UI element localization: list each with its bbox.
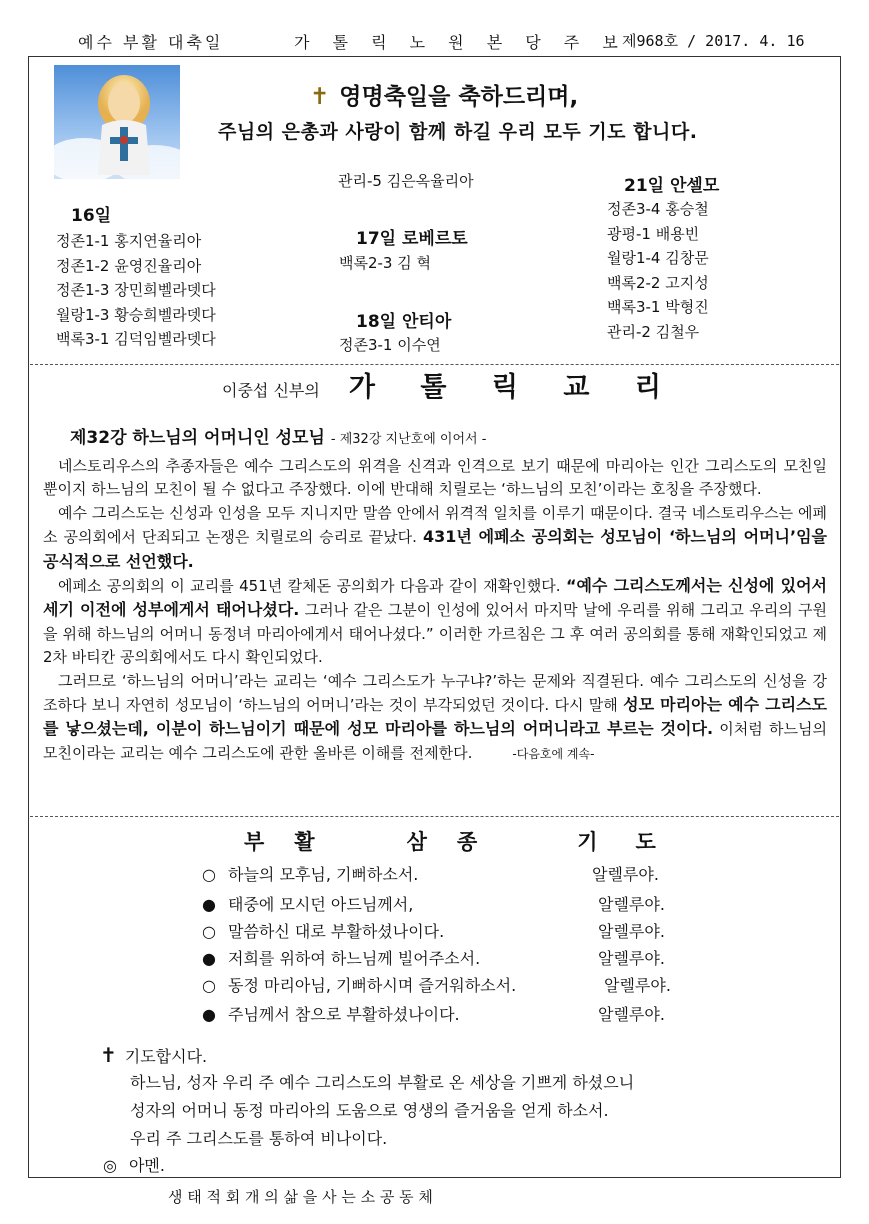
prayer-response: 알렐루야. <box>598 1005 665 1024</box>
resurrection-image <box>54 65 180 179</box>
filled-circle-icon: ● <box>202 949 216 968</box>
feast-name: 정존1-1 홍지연율리아 <box>56 232 202 250</box>
prayer-row <box>202 946 480 969</box>
amen-text: 아멘. <box>128 1156 165 1175</box>
lecture-title <box>70 423 486 448</box>
title-char: 도 <box>635 830 656 854</box>
double-circle-icon: ◎ <box>103 1156 117 1175</box>
closing-line: 하느님, 성자 우리 주 예수 그리스도의 부활로 온 세상을 기쁘게 하셨으니 <box>130 1073 635 1092</box>
header-bulletin-title: 가 톨 릭 노 원 본 당 주 보 <box>294 33 627 52</box>
header-feast-name: 예수 부활 대축일 <box>78 33 224 52</box>
text-run: 에페소 공의회의 이 교리를 451년 칼체돈 공의회가 다음과 같이 재확인했다. <box>58 577 566 596</box>
emphasis: 431년 에페소 공의회는 성모님이 ‘하느님의 어머니’임을 공식적으로 선언했다. <box>43 527 828 571</box>
prayer-verse: 하늘의 모후님, 기뻐하소서. <box>228 865 419 884</box>
hollow-circle-icon: ○ <box>202 976 216 995</box>
prayer-verse: 주님께서 참으로 부활하셨나이다. <box>228 1005 460 1024</box>
closing-intro-text: 기도합시다. <box>124 1047 208 1066</box>
closing-intro <box>100 1043 207 1067</box>
title-char: 활 <box>294 830 315 854</box>
header-issue-date: 제968호 / 2017. 4. 16 <box>622 32 805 50</box>
emphasis: 성모 마리아는 예수 그리스도를 낳으셨는데, 이분이 하느님이기 때문에 성모 마리아를 하느님의 어머니라고 부르는 것이다. <box>43 695 827 739</box>
feast-day-16: 16일 <box>71 206 112 226</box>
prayer-verse: 태중에 모시던 아드님께서, <box>228 895 414 914</box>
text-run: 그러므로 ‘하느님의 어머니’라는 교리는 ‘예수 그리스도가 누구냐?’하는 문제와 직결된다. 예수 그리스도의 신성을 강조하다 보니 자연히 성모님이 ‘하느님의 어머니’라는 것이 부각되었던 것이다. 다시 말해 <box>43 671 827 715</box>
teaching-body <box>43 455 827 766</box>
feast-list-21 <box>607 197 709 344</box>
feast-name: 정존3-4 홍승철 <box>607 200 709 218</box>
closing-line: 성자의 어머니 동정 마리아의 도움으로 영생의 즐거움을 얻게 하소서. <box>130 1101 609 1120</box>
amen-line <box>103 1153 165 1176</box>
feast-name: 백록2-3 김 혁 <box>339 254 431 272</box>
plus-cross-icon: ✝ <box>100 1043 117 1067</box>
feast-name: 정존1-3 장민희벨라뎃다 <box>56 281 216 299</box>
greeting-title <box>310 78 578 111</box>
greeting-subtitle: 주님의 은총과 사랑이 함께 하길 우리 모두 기도 합니다. <box>218 121 698 143</box>
prayer-verse: 저희를 위하여 하느님께 빌어주소서. <box>228 949 481 968</box>
cross-icon: ✝ <box>310 84 330 110</box>
paragraph <box>43 670 827 767</box>
prayer-row <box>202 973 516 996</box>
teaching-title: 가 톨 릭 교 리 <box>348 372 679 403</box>
title-char: 종 <box>456 830 478 854</box>
feast-name: 백록3-1 박형진 <box>607 298 709 316</box>
filled-circle-icon: ● <box>202 895 216 914</box>
closing-line: 우리 주 그리스도를 통하여 비나이다. <box>130 1129 388 1148</box>
feast-name-top: 관리-5 김은옥율리아 <box>338 172 474 190</box>
feast-name: 정존1-2 윤영진율리아 <box>56 256 202 275</box>
title-char: 부 <box>244 830 265 854</box>
filled-circle-icon: ● <box>202 1005 216 1024</box>
prayer-row <box>202 1002 460 1025</box>
emphasis: “예수 그리스도께서는 신성에 있어서 세기 이전에 성부에게서 태어나셨다. <box>43 576 827 620</box>
prayer-response: 알렐루야. <box>604 976 671 995</box>
prayer-row <box>202 862 418 885</box>
feast-list-16 <box>56 229 216 352</box>
feast-day-17: 17일 로베르토 <box>356 229 468 249</box>
hollow-circle-icon: ○ <box>202 865 216 884</box>
prayer-verse: 말씀하신 대로 부활하셨나이다. <box>228 922 445 941</box>
lecture-name: 제32강 하느님의 어머니인 성모님 <box>70 428 325 448</box>
prayer-row <box>202 892 413 915</box>
prayer-response: 알렐루야. <box>598 895 665 914</box>
teaching-heading <box>222 365 679 404</box>
text-run: 이처럼 하느님의 모친이라는 교리는 예수 그리스도에 관한 올바른 이해를 전제한다. <box>43 720 827 762</box>
feast-name: 정존3-1 이수연 <box>339 336 441 354</box>
feast-name: 백록3-1 김덕임벨라뎃다 <box>56 330 216 348</box>
prayer-response: 알렐루야. <box>598 949 665 968</box>
prayer-response: 알렐루야. <box>592 865 659 884</box>
feast-name: 월랑1-3 황승희벨라뎃다 <box>56 305 216 324</box>
teaching-author: 이중섭 신부의 <box>222 381 320 400</box>
paragraph <box>43 502 827 574</box>
title-char: 삼 <box>406 830 427 854</box>
feast-name: 백록2-2 고지성 <box>607 273 709 292</box>
hollow-circle-icon: ○ <box>202 922 216 941</box>
text-run: 예수 그리스도는 신성과 인성을 모두 지니지만 말씀 안에서 위격적 일치를 이루기 때문이다. 결국 네스토리우스는 에페소 공의회에서 단죄되고 논쟁은 치릴로의 승리로 끝났다. <box>43 503 827 547</box>
lecture-note: - 제32강 지난호에 이어서 - <box>330 432 487 447</box>
section-divider <box>30 816 839 817</box>
feast-day-21: 21일 안셀모 <box>624 176 720 196</box>
prayer-response: 알렐루야. <box>598 922 665 941</box>
title-char: 기 <box>577 830 598 854</box>
footer-slogan: 생 태 적 회 개 의 삶 을 사 는 소 공 동 체 <box>168 1188 433 1206</box>
greeting-line1: 영명축일을 축하드리며, <box>339 84 579 110</box>
feast-name: 관리-2 김철우 <box>607 322 700 341</box>
prayer-row <box>202 919 444 942</box>
paragraph: 네스토리우스의 추종자들은 예수 그리스도의 위격을 신격과 인격으로 보기 때문에 마리아는 인간 그리스도의 모친일 뿐이지 하느님의 모친이 될 수 없다고 주장했다. 이에 반대해 치릴로는 ‘하느님의 모친’이라는 호칭을 주장했다. <box>43 457 827 499</box>
prayer-verse: 동정 마리아님, 기뻐하시며 즐거워하소서. <box>228 976 517 995</box>
feast-day-18: 18일 안티아 <box>356 312 452 332</box>
feast-name: 광평-1 배용빈 <box>607 224 700 243</box>
feast-name: 월랑1-4 김창문 <box>607 249 709 267</box>
text-run: 그러나 같은 그분이 인성에 있어서 마지막 날에 우리를 위해 그리고 우리의 구원을 위해 하느님의 어머니 동정녀 마리아에게서 태어나셨다.” 이러한 가르침은 그 후 여러 공의회를 통해 재확인되었고 제2차 바티칸 공의회에서도 다시 확인되었다. <box>43 601 827 667</box>
prayer-title <box>244 826 656 856</box>
continued-note: -다음호에 계속- <box>512 746 595 761</box>
paragraph <box>43 574 827 670</box>
